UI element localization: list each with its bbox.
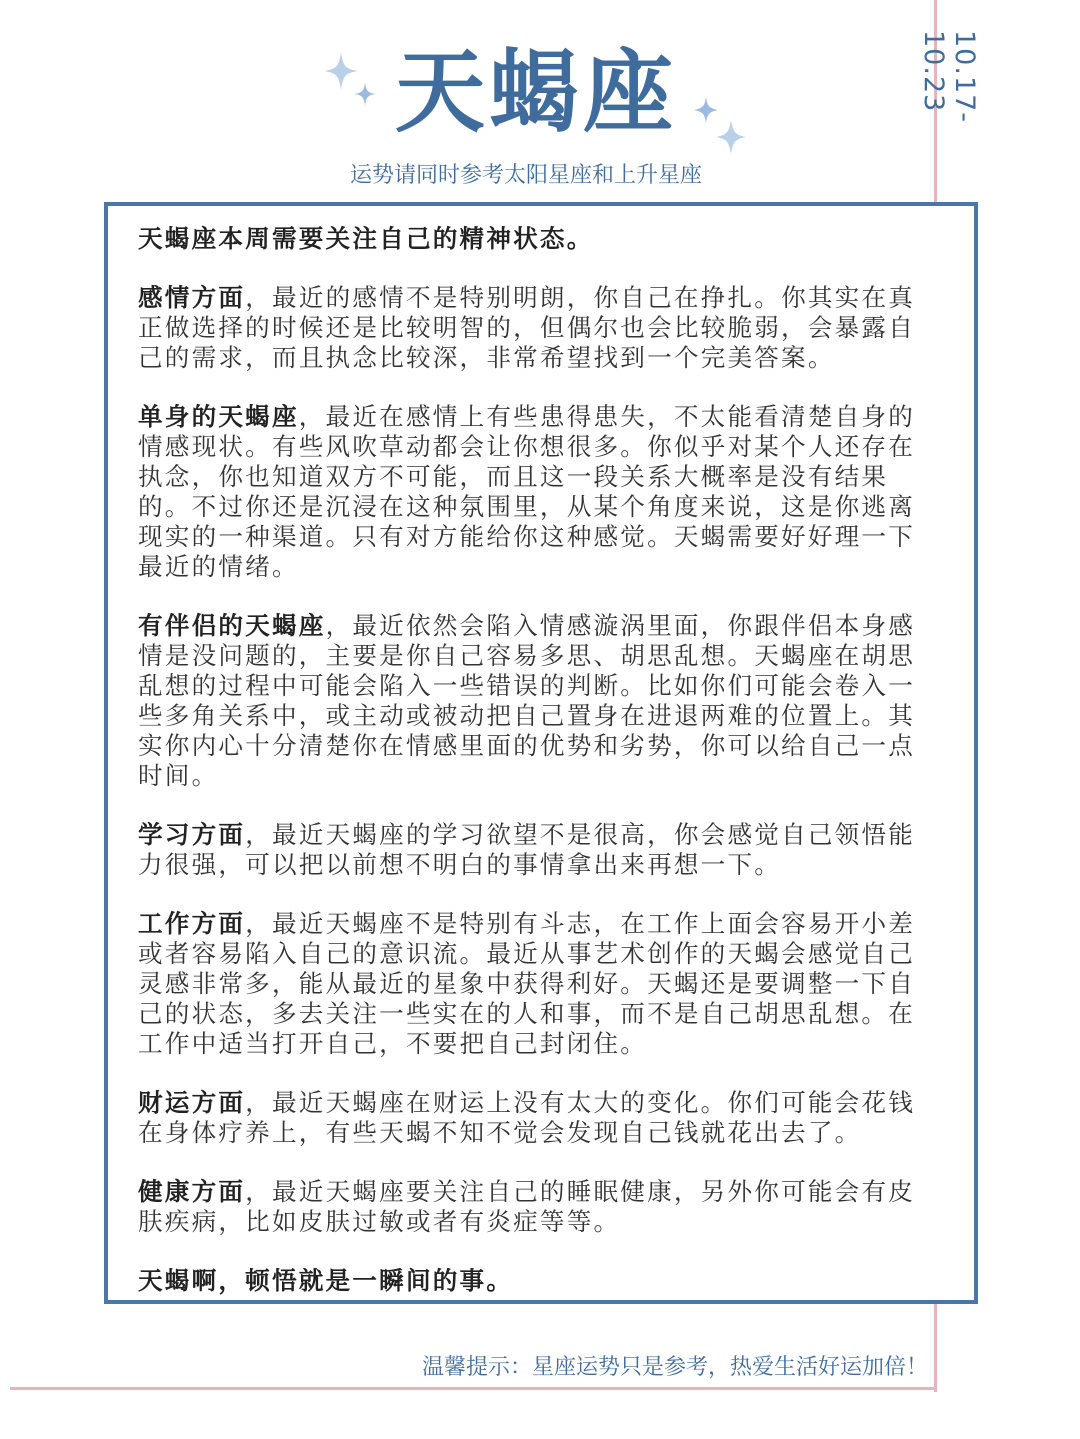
section-text: ，最近天蝎座的学习欲望不是很高，你会感觉自己领悟能力很强，可以把以前想不明白的事情拿出来再想一下。 xyxy=(138,820,916,879)
sparkle-icon xyxy=(694,96,718,124)
sparkle-icon xyxy=(716,120,746,154)
horoscope-text xyxy=(138,224,918,1325)
section-text: ，最近在感情上有些患得患失，不太能看清楚自身的情感现状。有些风吹草动都会让你想很多。你似乎对某个人还存在执念，你也知道双方不可能，而且这一段关系大概率是没有结果的。不过你还是沉浸在这种氛围里，从某个角度来说，这是你逃离现实的一种渠道。只有对方能给你这种感觉。天蝎需要好好理一下最近的情绪。 xyxy=(138,402,916,581)
section-heading: 有伴侣的天蝎座 xyxy=(138,611,326,640)
section-single xyxy=(138,402,918,582)
pink-horizontal-line xyxy=(10,1387,937,1390)
section-work xyxy=(138,909,918,1059)
subtitle: 运势请同时参考太阳星座和上升星座 xyxy=(350,163,703,188)
section-text: ，最近依然会陷入情感漩涡里面，你跟伴侣本身感情是没问题的，主要是你自己容易多思、胡思乱想。天蝎座在胡思乱想的过程中可能会陷入一些错误的判断。比如你们可能会卷入一些多角关系中，或主动或被动把自己置身在进退两难的位置上。其实你内心十分清楚你在情感里面的优势和劣势，你可以给自己一点时间。 xyxy=(138,611,916,790)
section-text: ，最近天蝎座要关注自己的睡眠健康，另外你可能会有皮肤疾病，比如皮肤过敏或者有炎症等等。 xyxy=(138,1177,916,1236)
section-health xyxy=(138,1177,918,1237)
intro-paragraph: 天蝎座本周需要关注自己的精神状态。 xyxy=(138,224,594,253)
section-heading: 学习方面 xyxy=(138,820,246,849)
section-love xyxy=(138,283,918,373)
section-heading: 健康方面 xyxy=(138,1177,246,1206)
footer-tip: 温馨提示：星座运势只是参考，热爱生活好运加倍！ xyxy=(421,1355,928,1380)
section-wealth xyxy=(138,1088,918,1148)
section-heading: 感情方面 xyxy=(138,283,246,312)
content-card xyxy=(104,202,978,1304)
section-text: ，最近天蝎座不是特别有斗志，在工作上面会容易开小差或者容易陷入自己的意识流。最近从事艺术创作的天蝎会感觉自己灵感非常多，能从最近的星象中获得利好。天蝎还是要调整一下自己的状态，多去关注一些实在的人和事，而不是自己胡思乱想。在工作中适当打开自己，不要把自己封闭住。 xyxy=(138,909,916,1058)
section-heading: 工作方面 xyxy=(138,909,246,938)
section-text: ，最近天蝎座在财运上没有太大的变化。你们可能会花钱在身体疗养上，有些天蝎不知不觉会发现自己钱就花出去了。 xyxy=(138,1088,916,1147)
date-range: 10.17-10.23 xyxy=(918,30,980,124)
page-title: 天蝎座 xyxy=(395,40,677,145)
section-partnered xyxy=(138,611,918,791)
closing-paragraph: 天蝎啊，顿悟就是一瞬间的事。 xyxy=(138,1266,514,1295)
sparkle-icon xyxy=(324,52,358,90)
section-heading: 单身的天蝎座 xyxy=(138,402,299,431)
section-study xyxy=(138,820,918,880)
section-text: ，最近的感情不是特别明朗，你自己在挣扎。你其实在真正做选择的时候还是比较明智的，但偶尔也会比较脆弱，会暴露自己的需求，而且执念比较深，非常希望找到一个完美答案。 xyxy=(138,283,916,372)
section-heading: 财运方面 xyxy=(138,1088,246,1117)
sparkle-icon xyxy=(354,82,376,106)
